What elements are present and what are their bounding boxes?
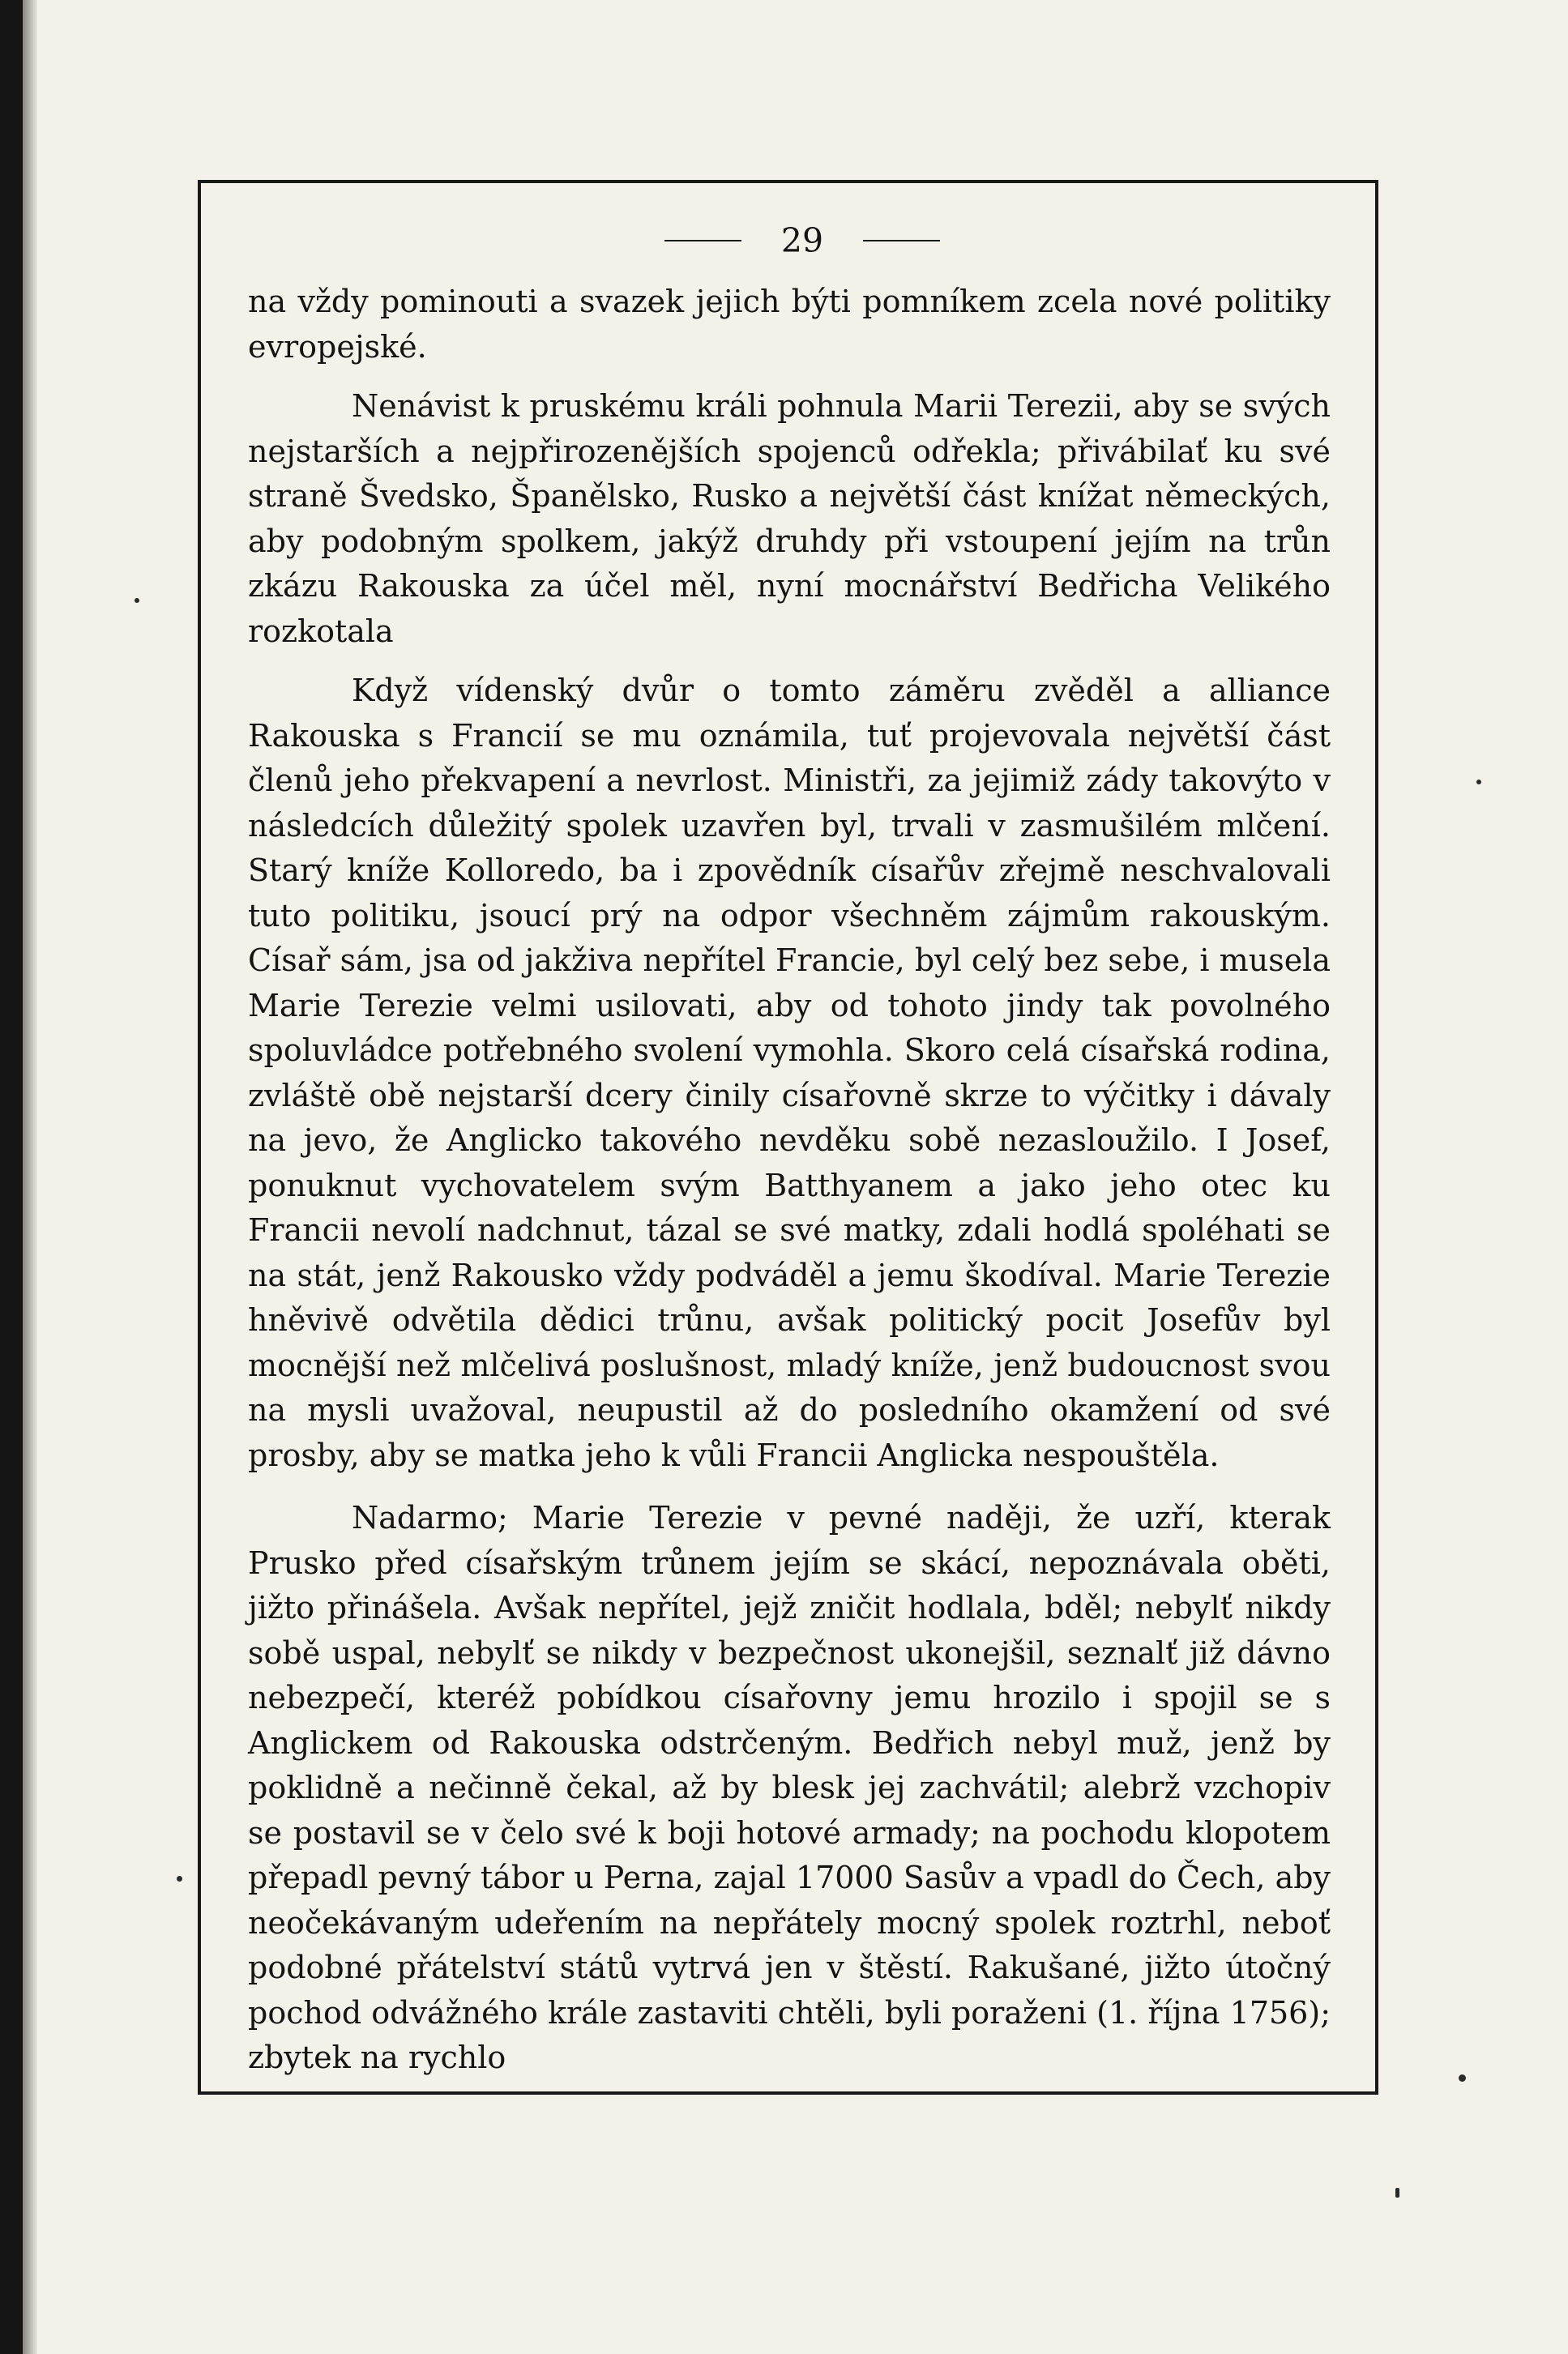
header-rule-left: [664, 240, 741, 241]
page-gutter: [23, 0, 37, 2354]
ink-speck: [135, 598, 139, 603]
ink-speck: [177, 1876, 182, 1882]
ink-speck: [1459, 2074, 1466, 2082]
ink-speck: [1476, 780, 1481, 784]
book-spine-shadow: [0, 0, 23, 2354]
page-number: 29: [780, 221, 824, 260]
paragraph-continuation: na vždy pominouti a svazek jejich býti pomníkem zcela nové politiky evropejské.: [248, 284, 1331, 365]
page-header: [664, 217, 940, 264]
paragraph: Nenávist k pruskému králi pohnula Marii Terezii, aby se svých nejstarších a nejpřirozenějších spojenců odřekla; přivábilať ku své straně Švedsko, Španělsko, Rusko a největší část knížat německých, aby podobným spolkem, jakýž druhdy při vstoupení jejím na trůn zkázu Rakouska za účel měl, nyní mocnářství Bedřicha Velikého rozkotala: [248, 388, 1331, 649]
body-text: [248, 280, 1331, 2081]
paragraph: Nadarmo; Marie Terezie v pevné naději, že uzří, kterak Prusko před císařským trůnem jejím se skácí, nepoznávala oběti, jižto přinášela. Avšak nepřítel, jejž zničit hodlala, bděl; nebylť nikdy sobě uspal, nebylť se nikdy v bezpečnost ukonejšil, seznalť již dávno nebezpečí, kteréž pobídkou císařovny jemu hrozilo i spojil se s Anglickem od Rakouska odstrčeným. Bedřich nebyl muž, jenž by poklidně a nečinně čekal, až by blesk jej zachvátil; alebrž vzchopiv se postavil se v čelo své k boji hotové armady; na pochodu klopotem přepadl pevný tábor u Perna, zajal 17000 Sasův a vpadl do Čech, aby neočekávaným udeřením na nepřátely mocný spolek roztrhl, neboť podobné přátelství států vytrvá jen v štěstí. Rakušané, jižto útočný pochod odvážného krále zastaviti chtěli, byli poraženi (1. října 1756); zbytek na rychlo: [248, 1500, 1331, 2075]
paragraph: Když vídenský dvůr o tomto záměru zvěděl a alliance Rakouska s Francií se mu oznámila, tuť projevovala největší část členů jeho překvapení a nevrlost. Ministři, za jejimiž zády takovýto v následcích důležitý spolek uzavřen byl, trvali v zasmušilém mlčení. Starý kníže Kolloredo, ba i zpovědník císařův zřejmě neschvalovali tuto politiku, jsoucí prý na odpor všechněm zájmům rakouským. Císař sám, jsa od jakživa nepřítel Francie, byl celý bez sebe, i musela Marie Terezie velmi usilovati, aby od tohoto jindy tak povolného spoluvládce potřebného svolení vymohla. Skoro celá císařská rodina, zvláště obě nejstarší dcery činily císařovně skrze to výčitky i dávaly na jevo, že Anglicko takového nevděku sobě nezasloužilo. I Josef, ponuknut vychovatelem svým Batthyanem a jako jeho otec ku Francii nevolí nadchnut, tázal se své matky, zdali hodlá spoléhati se na stát, jenž Rakousko vždy podváděl a jemu škodíval. Marie Terezie hněvivě odvětila dědici trůnu, avšak politický pocit Josefův byl mocnější než mlčelivá poslušnost, mladý kníže, jenž budoucnost svou na mysli uvažoval, neupustil až do posledního okamžení od své prosby, aby se matka jeho k vůli Francii Anglicka nespouštěla.: [248, 673, 1331, 1473]
header-rule-right: [863, 240, 940, 241]
ink-speck: [1395, 2188, 1399, 2198]
